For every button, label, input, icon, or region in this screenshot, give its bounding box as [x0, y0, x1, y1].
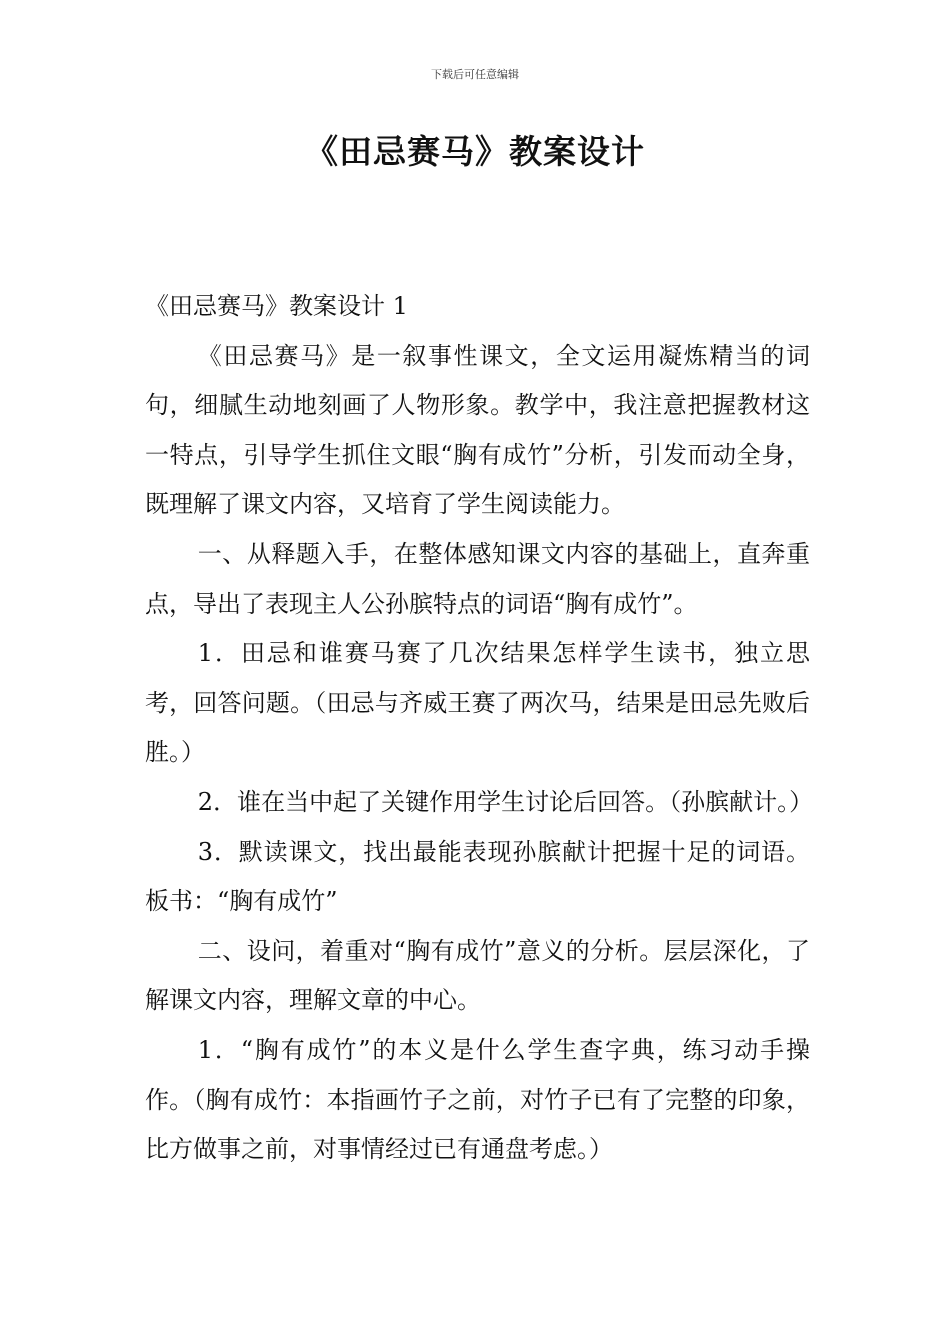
document-title: 《田忌赛马》教案设计	[305, 132, 645, 171]
document-body	[145, 282, 814, 1175]
paragraph-part-two-item-1: 1．“胸有成竹”的本义是什么学生查字典，练习动手操作。（胸有成竹：本指画竹子之前，对竹子已有了完整的印象，比方做事之前，对事情经过已有通盘考虑。）	[145, 1035, 810, 1164]
header-note: 下载后可任意编辑	[431, 68, 519, 81]
section-heading: 《田忌赛马》教案设计 1	[145, 292, 408, 320]
paragraph-item-2: 2．谁在当中起了关键作用学生讨论后回答。（孙膑献计。）	[197, 787, 814, 816]
paragraph-item-3: 3．默读课文，找出最能表现孙膑献计把握十足的词语。板书：“胸有成竹”	[145, 837, 810, 916]
paragraph-part-two: 二、设问，着重对“胸有成竹”意义的分析。层层深化，了解课文内容，理解文章的中心。	[145, 936, 810, 1015]
paragraph-part-one: 一、从释题入手，在整体感知课文内容的基础上，直奔重点，导出了表现主人公孙膑特点的词语“胸有成竹”。	[145, 539, 810, 618]
paragraph-intro: 《田忌赛马》是一叙事性课文，全文运用凝炼精当的词句，细腻生动地刻画了人物形象。教学中，我注意把握教材这一特点，引导学生抓住文眼“胸有成竹”分析，引发而动全身，既理解了课文内容，又培育了学生阅读能力。	[145, 341, 810, 519]
paragraph-item-1: 1．田忌和谁赛马赛了几次结果怎样学生读书，独立思考，回答问题。（田忌与齐威王赛了两次马，结果是田忌先败后胜。）	[145, 639, 810, 767]
